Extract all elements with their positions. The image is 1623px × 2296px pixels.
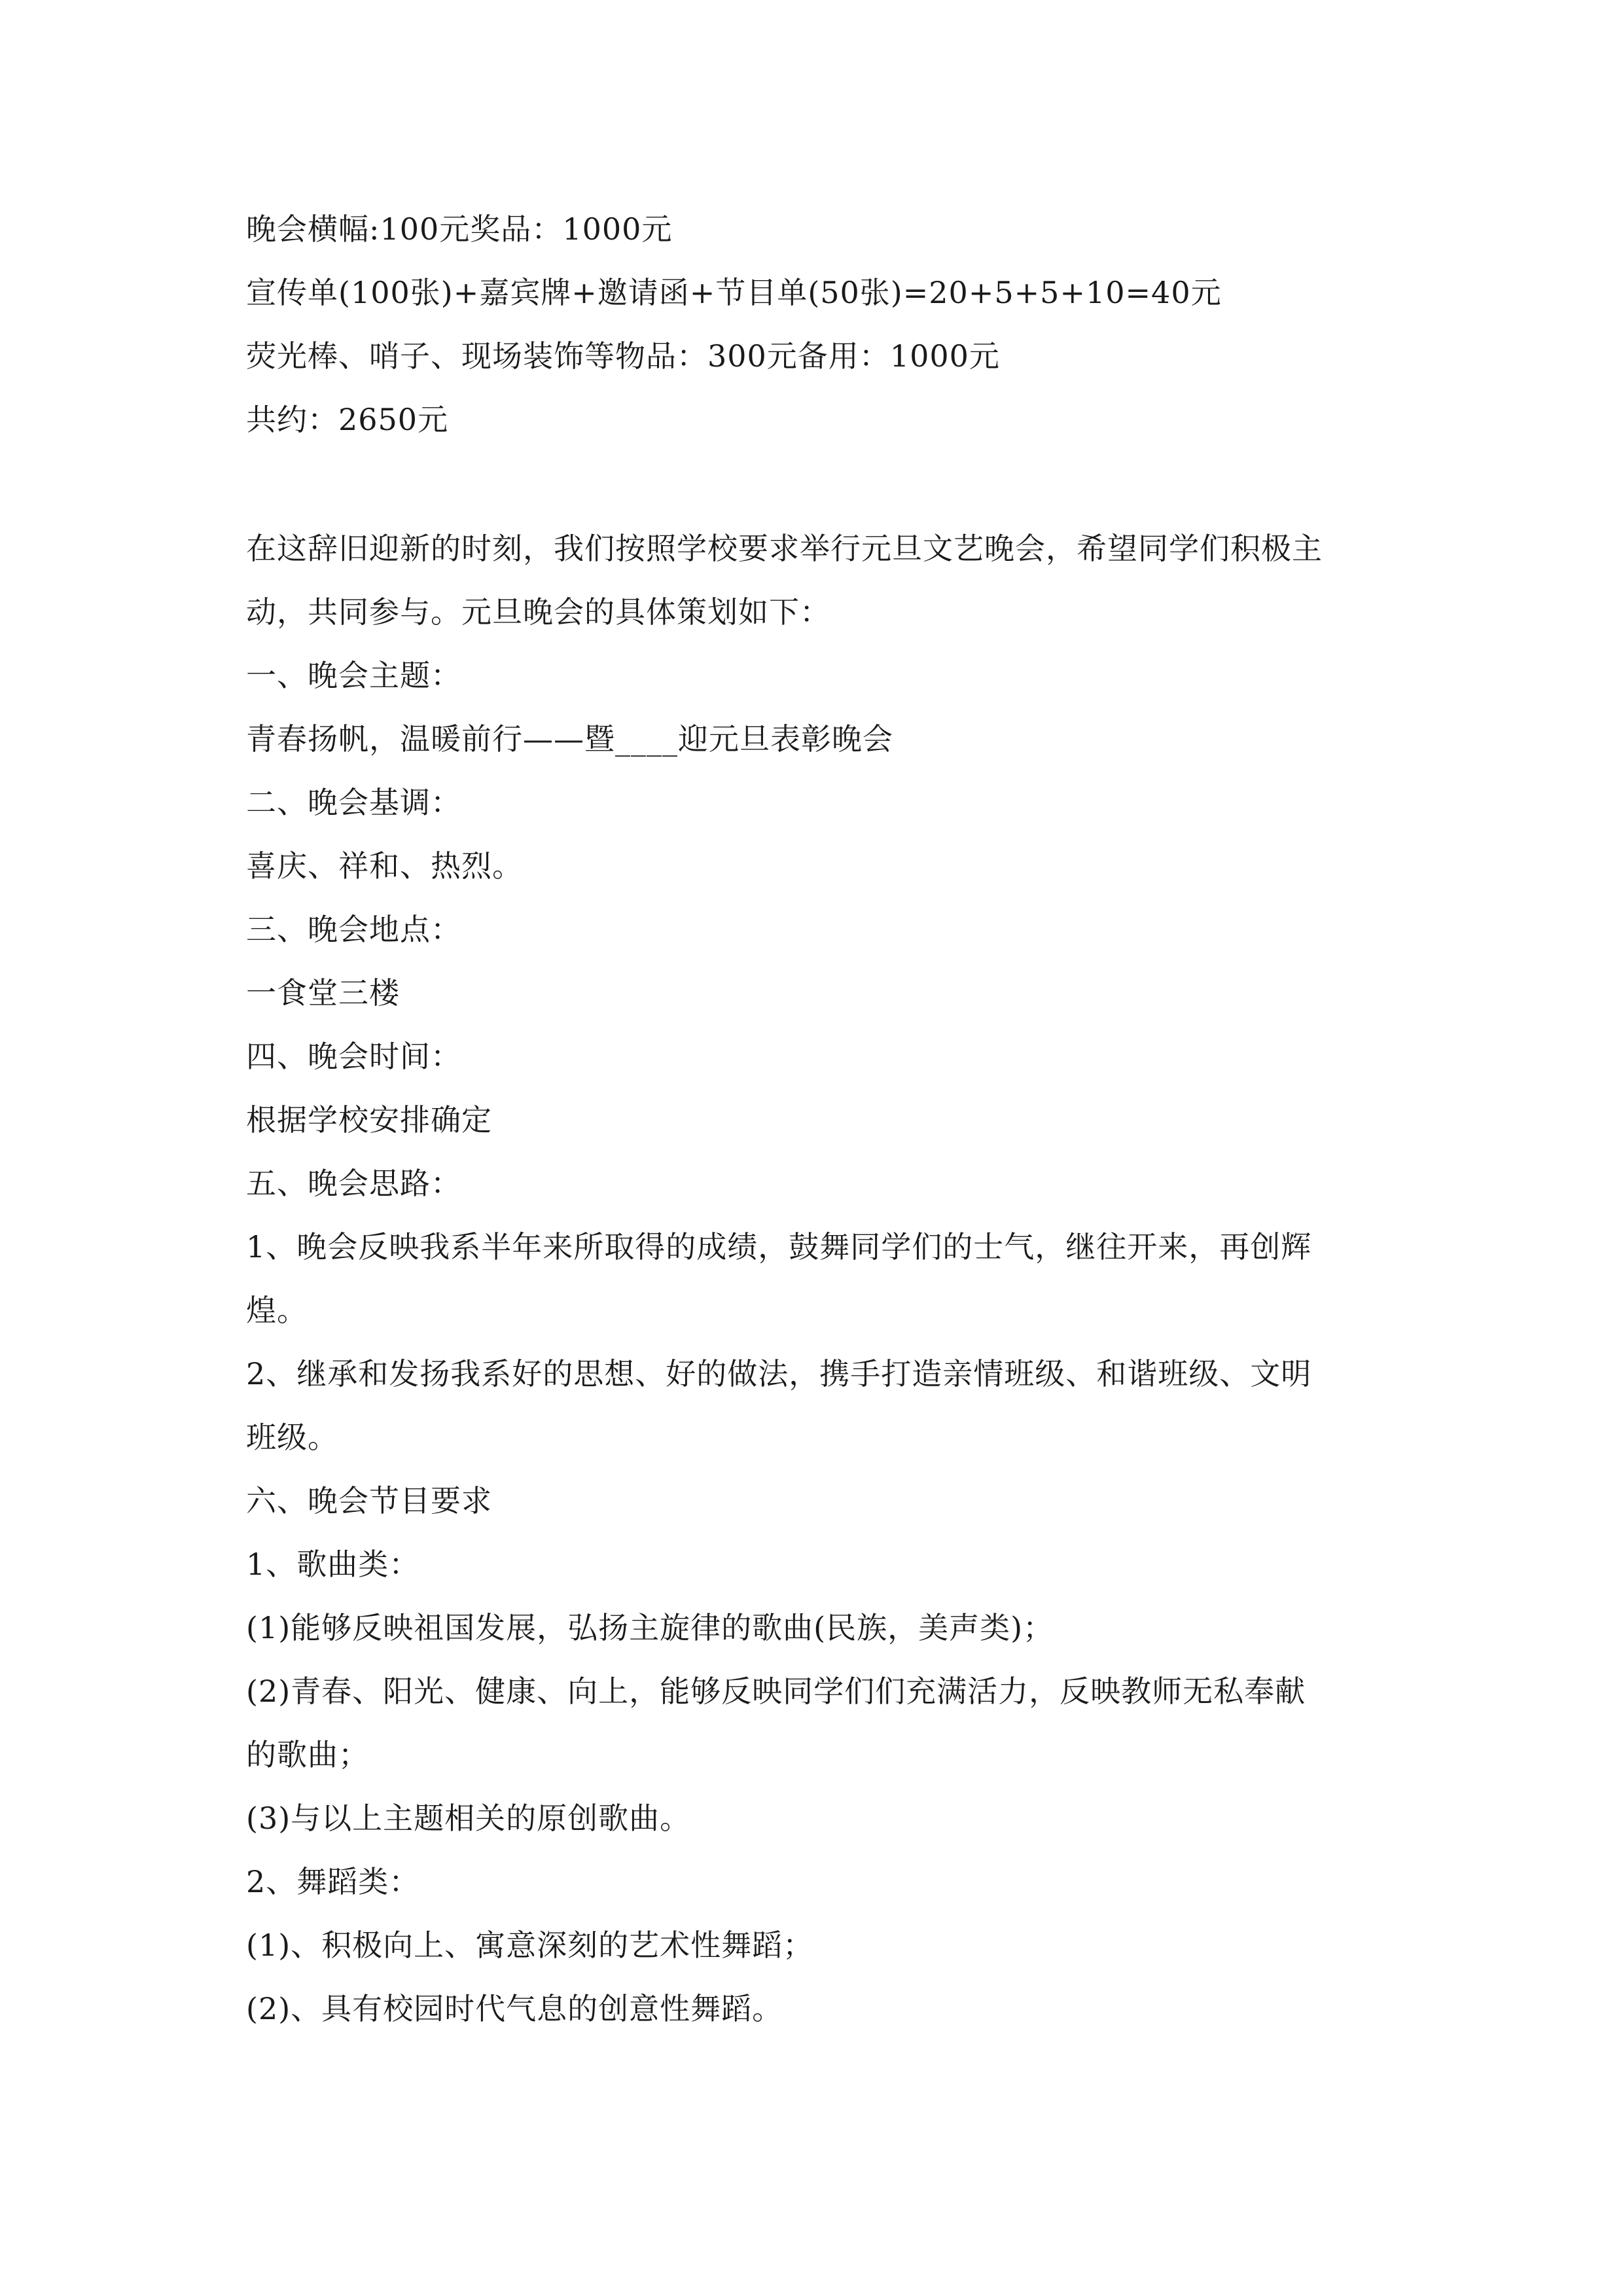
section-venue-title: 三、晚会地点： xyxy=(246,912,461,947)
ideas-point-2-line-1: 2、继承和发扬我系好的思想、好的做法，携手打造亲情班级、和谐班级、文明 xyxy=(246,1356,1312,1391)
section-time-body: 根据学校安排确定 xyxy=(246,1102,492,1138)
program-dance-item-1: (1)、积极向上、寓意深刻的艺术性舞蹈； xyxy=(246,1928,814,1963)
plan-section xyxy=(246,517,1385,2041)
ideas-point-2-line-2: 班级。 xyxy=(246,1420,338,1455)
intro-line-1: 在这辞旧迎新的时刻，我们按照学校要求举行元旦文艺晚会，希望同学们积极主 xyxy=(246,531,1323,566)
budget-line-total: 共约：2650元 xyxy=(246,402,449,437)
section-tone-title: 二、晚会基调： xyxy=(246,785,461,820)
program-songs-item-2-line-1: (2)青春、阳光、健康、向上，能够反映同学们们充满活力，反映教师无私奉献 xyxy=(246,1674,1306,1709)
program-songs-item-1: (1)能够反映祖国发展，弘扬主旋律的歌曲(民族，美声类)； xyxy=(246,1610,1054,1645)
budget-section xyxy=(246,198,1385,452)
section-theme-body: 青春扬帆，温暖前行——暨____迎元旦表彰晚会 xyxy=(246,721,893,757)
budget-line-banner: 晚会横幅:100元奖品：1000元 xyxy=(246,211,673,247)
program-dance-title: 2、舞蹈类： xyxy=(246,1864,420,1899)
section-ideas-title: 五、晚会思路： xyxy=(246,1166,461,1201)
budget-line-printing: 宣传单(100张)+嘉宾牌+邀请函+节目单(50张)=20+5+5+10=40元 xyxy=(246,275,1222,310)
budget-line-supplies: 荧光棒、哨子、现场装饰等物品：300元备用：1000元 xyxy=(246,338,1000,374)
section-tone-body: 喜庆、祥和、热烈。 xyxy=(246,848,523,884)
program-dance-item-2: (2)、具有校园时代气息的创意性舞蹈。 xyxy=(246,1991,783,2026)
section-venue-body: 一食堂三楼 xyxy=(246,975,400,1011)
intro-line-2: 动，共同参与。元旦晚会的具体策划如下： xyxy=(246,594,830,630)
section-theme-title: 一、晚会主题： xyxy=(246,658,461,693)
program-songs-item-2-line-2: 的歌曲； xyxy=(246,1737,369,1772)
ideas-point-1-line-2: 煌。 xyxy=(246,1293,308,1328)
program-songs-item-3: (3)与以上主题相关的原创歌曲。 xyxy=(246,1801,691,1836)
ideas-point-1-line-1: 1、晚会反映我系半年来所取得的成绩，鼓舞同学们的士气，继往开来，再创辉 xyxy=(246,1229,1312,1265)
section-program-title: 六、晚会节目要求 xyxy=(246,1483,492,1518)
program-songs-title: 1、歌曲类： xyxy=(246,1547,420,1582)
section-time-title: 四、晚会时间： xyxy=(246,1039,461,1074)
